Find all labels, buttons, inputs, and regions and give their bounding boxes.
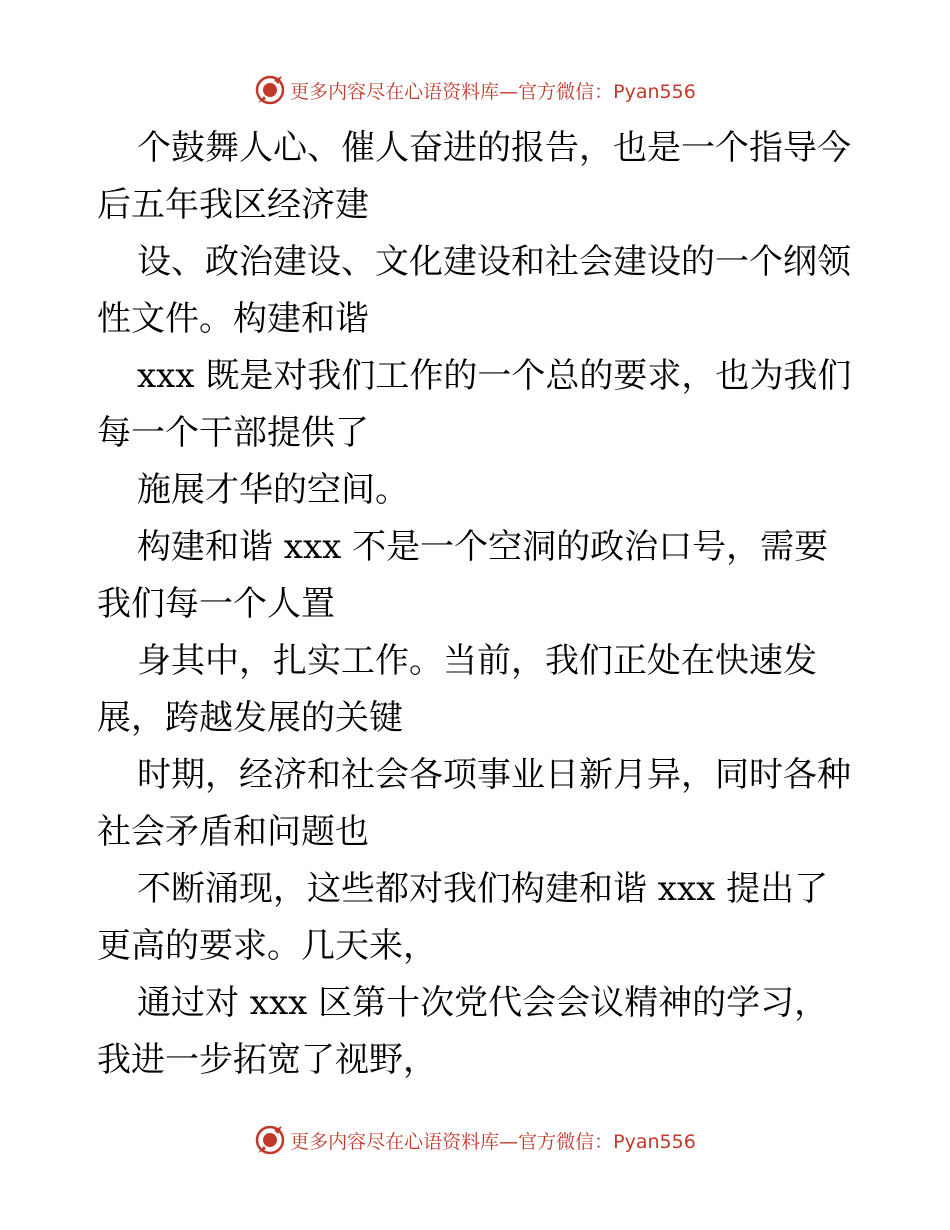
body-line: 通过对 xxx 区第十次党代会会议精神的学习， bbox=[137, 983, 829, 1023]
footer-brand-label: 更多内容尽在心语资料库—官方微信： bbox=[290, 1130, 614, 1153]
body-line: 展，跨越发展的关键 bbox=[97, 698, 403, 738]
body-line: 我们每一个人置 bbox=[97, 584, 335, 624]
body-line: 更高的要求。几天来， bbox=[97, 926, 437, 966]
header-brand-label: 更多内容尽在心语资料库—官方微信： bbox=[290, 80, 614, 103]
body-line: 我进一步拓宽了视野， bbox=[97, 1040, 437, 1080]
body-line: 后五年我区经济建 bbox=[97, 185, 369, 225]
body-line: xxx 既是对我们工作的一个总的要求，也为我们 bbox=[137, 356, 852, 396]
body-line: 设、政治建设、文化建设和社会建设的一个纲领 bbox=[137, 242, 851, 282]
header-brand-text bbox=[290, 77, 696, 104]
footer-wechat-id: Pyan556 bbox=[613, 1130, 696, 1153]
body-line: 性文件。构建和谐 bbox=[97, 299, 369, 339]
header-banner bbox=[0, 70, 950, 110]
header-wechat-id: Pyan556 bbox=[613, 80, 696, 103]
footer-brand-text bbox=[290, 1127, 696, 1154]
document-body bbox=[97, 120, 857, 1089]
brand-logo-icon bbox=[254, 1124, 286, 1156]
body-line: 时期，经济和社会各项事业日新月异，同时各种 bbox=[137, 755, 851, 795]
body-line: 身其中，扎实工作。当前，我们正处在快速发 bbox=[137, 641, 817, 681]
footer-banner bbox=[0, 1120, 950, 1160]
body-line: 每一个干部提供了 bbox=[97, 413, 369, 453]
body-line: 构建和谐 xxx 不是一个空洞的政治口号，需要 bbox=[137, 527, 829, 567]
brand-logo-icon bbox=[254, 74, 286, 106]
body-line: 施展才华的空间。 bbox=[137, 470, 409, 510]
body-line: 个鼓舞人心、催人奋进的报告，也是一个指导今 bbox=[137, 128, 851, 168]
body-line: 不断涌现，这些都对我们构建和谐 xxx 提出了 bbox=[137, 869, 829, 909]
body-line: 社会矛盾和问题也 bbox=[97, 812, 369, 852]
